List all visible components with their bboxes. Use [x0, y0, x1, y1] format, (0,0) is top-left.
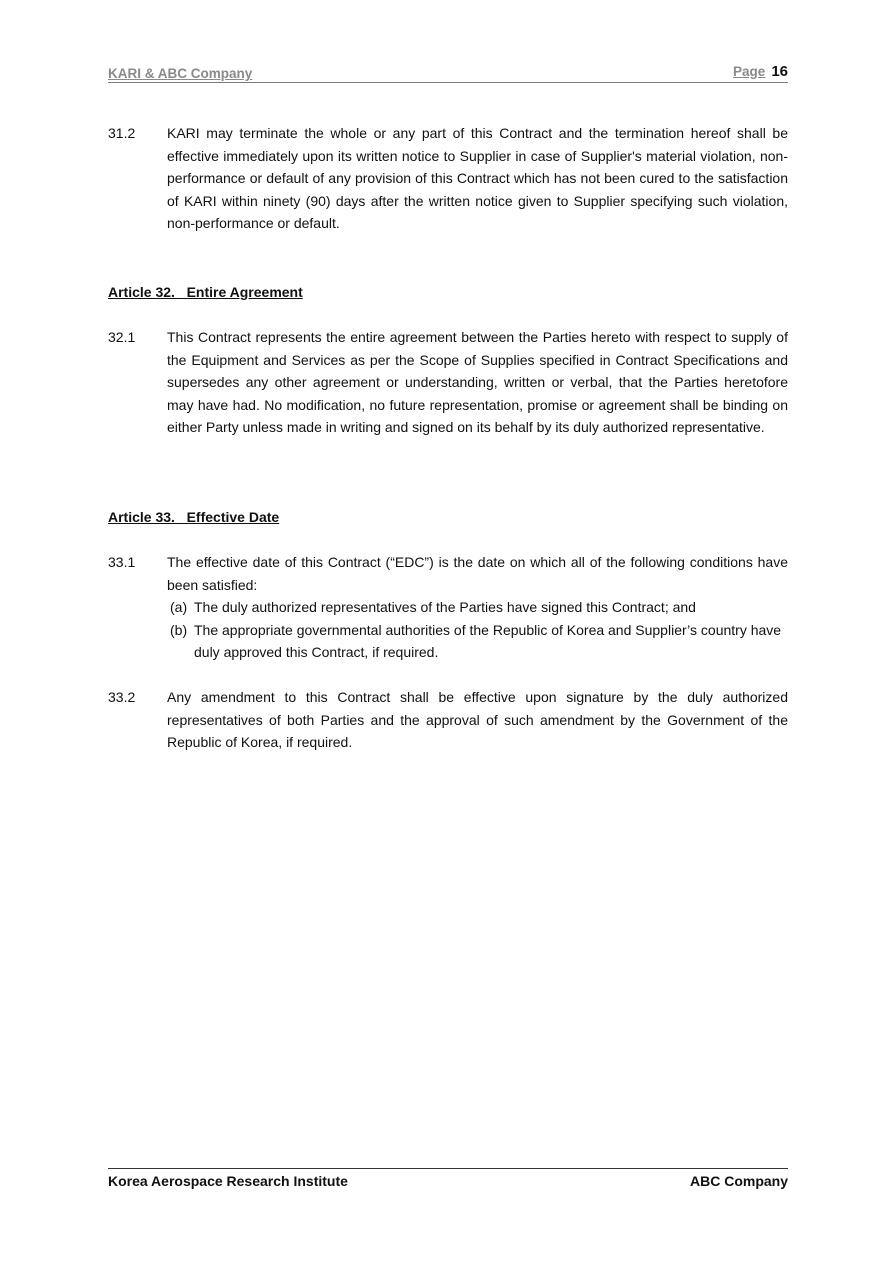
clause-number: 33.2: [108, 689, 136, 705]
item-text: The duly authorized representatives of the Parties have signed this Contract; and: [194, 599, 696, 615]
article-32-heading: Article 32. Entire Agreement: [108, 284, 303, 300]
clause-item-b: [170, 619, 788, 664]
footer-right: ABC Company: [689, 1173, 788, 1189]
clause-33-1: [108, 551, 788, 664]
footer-left: Korea Aerospace Research Institute: [108, 1173, 348, 1189]
header-title: KARI & ABC Company: [108, 66, 253, 81]
clause-text: Any amendment to this Contract shall be effective upon signature by the duly authorized representatives of both Parties and the approval of such amendment by the Government of the Republic of Korea, if required.: [167, 689, 788, 750]
clause-text: This Contract represents the entire agreement between the Parties hereto with respect to supply of the Equipment and Services as per the Scope of Supplies specified in Contract Specifications and supersedes any other agreement or understanding, written or verbal, that the Parties heretofore may have had. No modification, no future representation, promise or agreement shall be binding on either Party unless made in writing and signed on its behalf by its duly authorized representative.: [167, 329, 788, 435]
header-page-info: [733, 63, 788, 81]
clause-text: KARI may terminate the whole or any part of this Contract and the termination hereof shall be effective immediately upon its written notice to Supplier in case of Supplier's material violation, non-performance or default of any provision of this Contract which has not been cured to the satisfaction of KARI within ninety (90) days after the written notice given to Supplier specifying such violation, non-performance or default.: [167, 125, 788, 231]
clause-number: 33.1: [108, 554, 136, 570]
page-footer: [108, 1168, 788, 1189]
clause-31-2: [108, 122, 788, 235]
item-label: (a): [170, 599, 188, 615]
clause-item-a: [170, 596, 788, 619]
item-label: (b): [170, 621, 188, 638]
clause-32-1: [108, 326, 788, 439]
clause-number: 31.2: [108, 125, 136, 141]
clause-text: The effective date of this Contract (“EDC”) is the date on which all of the following conditions have been satisfied:: [167, 554, 788, 593]
header-page-label: Page: [733, 64, 766, 79]
item-text: The appropriate governmental authorities of the Republic of Korea and Supplier’s country have duly approved this Contract, if required.: [194, 621, 782, 660]
page-header: [108, 60, 788, 83]
article-33-heading: Article 33. Effective Date: [108, 509, 280, 525]
clause-number: 32.1: [108, 329, 136, 345]
clause-33-2: [108, 686, 788, 754]
header-page-number: 16: [771, 63, 788, 80]
